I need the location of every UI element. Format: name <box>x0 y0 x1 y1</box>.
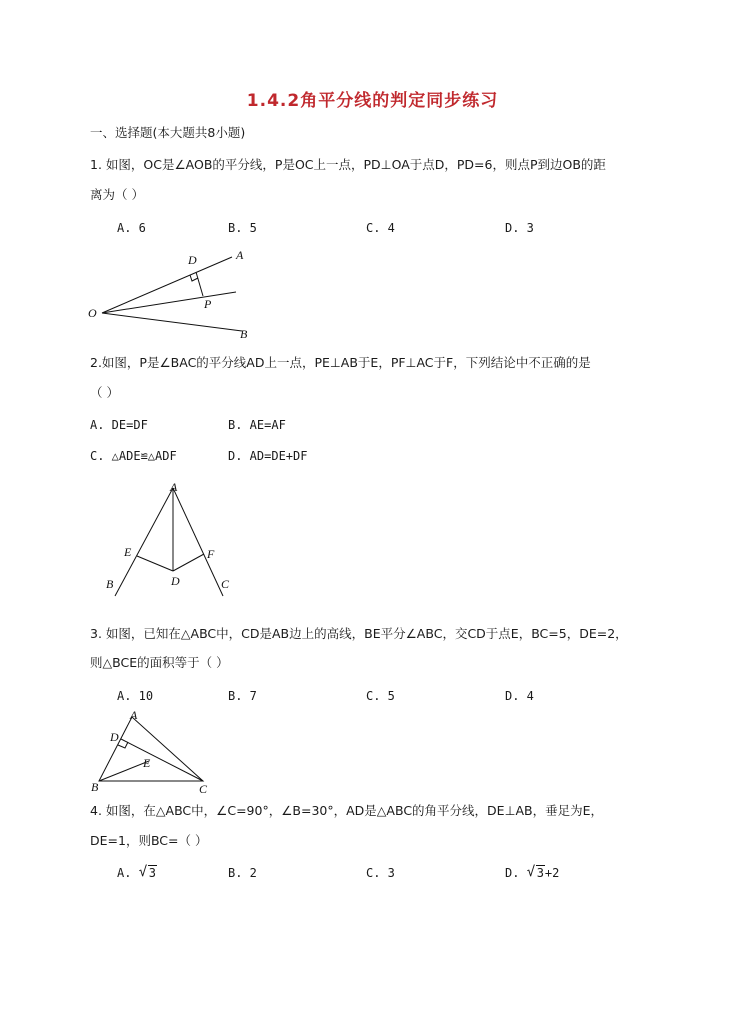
q3-option-c[interactable]: C. 5 <box>366 689 395 703</box>
label-p: P <box>204 297 212 311</box>
label-b: B <box>106 577 114 591</box>
label-e: E <box>143 756 151 770</box>
label-f: F <box>207 547 215 561</box>
q2-stem-line2: （ ） <box>90 385 119 400</box>
q4-option-a-label: A. <box>117 866 132 880</box>
ray-oa <box>102 257 232 313</box>
q2-option-c[interactable]: C. △ADE≌△ADF <box>90 449 177 463</box>
label-d: D <box>188 253 197 267</box>
q4-option-b[interactable]: B. 2 <box>228 866 257 880</box>
q1-stem-line1: 1. 如图，OC是∠AOB的平分线，P是OC上一点，PD⊥OA于点D，PD=6，则点P到边OB的距 <box>90 157 606 172</box>
q4-option-c[interactable]: C. 3 <box>366 866 395 880</box>
q3-option-a[interactable]: A. 10 <box>117 689 154 703</box>
q4-option-d-label: D. <box>505 866 520 880</box>
q1-option-d[interactable]: D. 3 <box>505 221 534 235</box>
label-a: A <box>170 480 178 494</box>
label-c: C <box>199 782 208 796</box>
q1-stem-line2: 离为（ ） <box>90 187 144 202</box>
triangle-abc <box>99 717 203 781</box>
segment-pd <box>196 272 203 296</box>
altitude-cd <box>121 739 203 781</box>
label-o: O <box>88 306 97 320</box>
label-b: B <box>91 780 99 794</box>
q2-stem-line1: 2.如图，P是∠BAC的平分线AD上一点，PE⊥AB于E，PF⊥AC于F，下列结论中不正确的是 <box>90 355 591 370</box>
label-a: A <box>236 248 244 262</box>
q4-stem-line2: DE=1，则BC=（ ） <box>90 833 208 848</box>
page-title: 1.4.2角平分线的判定同步练习 <box>246 91 499 111</box>
q1-figure <box>80 240 270 340</box>
ray-ob <box>102 313 242 331</box>
label-a: A <box>130 708 138 722</box>
label-d: D <box>110 730 119 744</box>
label-e: E <box>124 545 132 559</box>
q4-option-d-suffix: +2 <box>544 866 560 880</box>
q1-option-a[interactable]: A. 6 <box>117 221 146 235</box>
q1-option-b[interactable]: B. 5 <box>228 221 257 235</box>
q1-option-c[interactable]: C. 4 <box>366 221 395 235</box>
ray-ab <box>115 488 173 596</box>
segment-de <box>137 556 173 571</box>
label-c: C <box>221 577 230 591</box>
q3-stem-line1: 3. 如图，已知在△ABC中，CD是AB边上的高线，BE平分∠ABC，交CD于点E，BC=5，DE=2， <box>90 626 628 641</box>
sqrt-symbol: √ 3 <box>138 864 156 880</box>
label-b: B <box>240 327 248 340</box>
ray-ac <box>173 488 223 596</box>
q4-option-a-radicand: 3 <box>148 866 156 880</box>
q3-stem-line2: 则△BCE的面积等于（ ） <box>90 655 229 670</box>
q4-option-d[interactable] <box>505 866 559 880</box>
label-d: D <box>171 574 180 588</box>
q2-option-d[interactable]: D. AD=DE+DF <box>228 449 308 463</box>
q2-option-a[interactable]: A. DE=DF <box>90 418 148 432</box>
q2-option-b[interactable]: B. AE=AF <box>228 418 286 432</box>
bisector-be <box>99 761 149 781</box>
q2-figure <box>100 478 250 618</box>
segment-df <box>173 554 204 571</box>
ray-oc <box>102 292 236 313</box>
section-heading: 一、选择题(本大题共8小题) <box>90 125 246 140</box>
q3-figure <box>85 705 215 797</box>
sqrt-symbol: √ 3 <box>526 864 544 880</box>
q3-option-d[interactable]: D. 4 <box>505 689 534 703</box>
right-angle-mark <box>118 742 128 748</box>
q4-stem-line1: 4. 如图，在△ABC中，∠C=90°，∠B=30°，AD是△ABC的角平分线，DE⊥AB，垂足为E， <box>90 803 603 818</box>
q3-option-b[interactable]: B. 7 <box>228 689 257 703</box>
q4-option-a[interactable] <box>117 866 157 880</box>
q4-option-d-radicand: 3 <box>536 866 544 880</box>
